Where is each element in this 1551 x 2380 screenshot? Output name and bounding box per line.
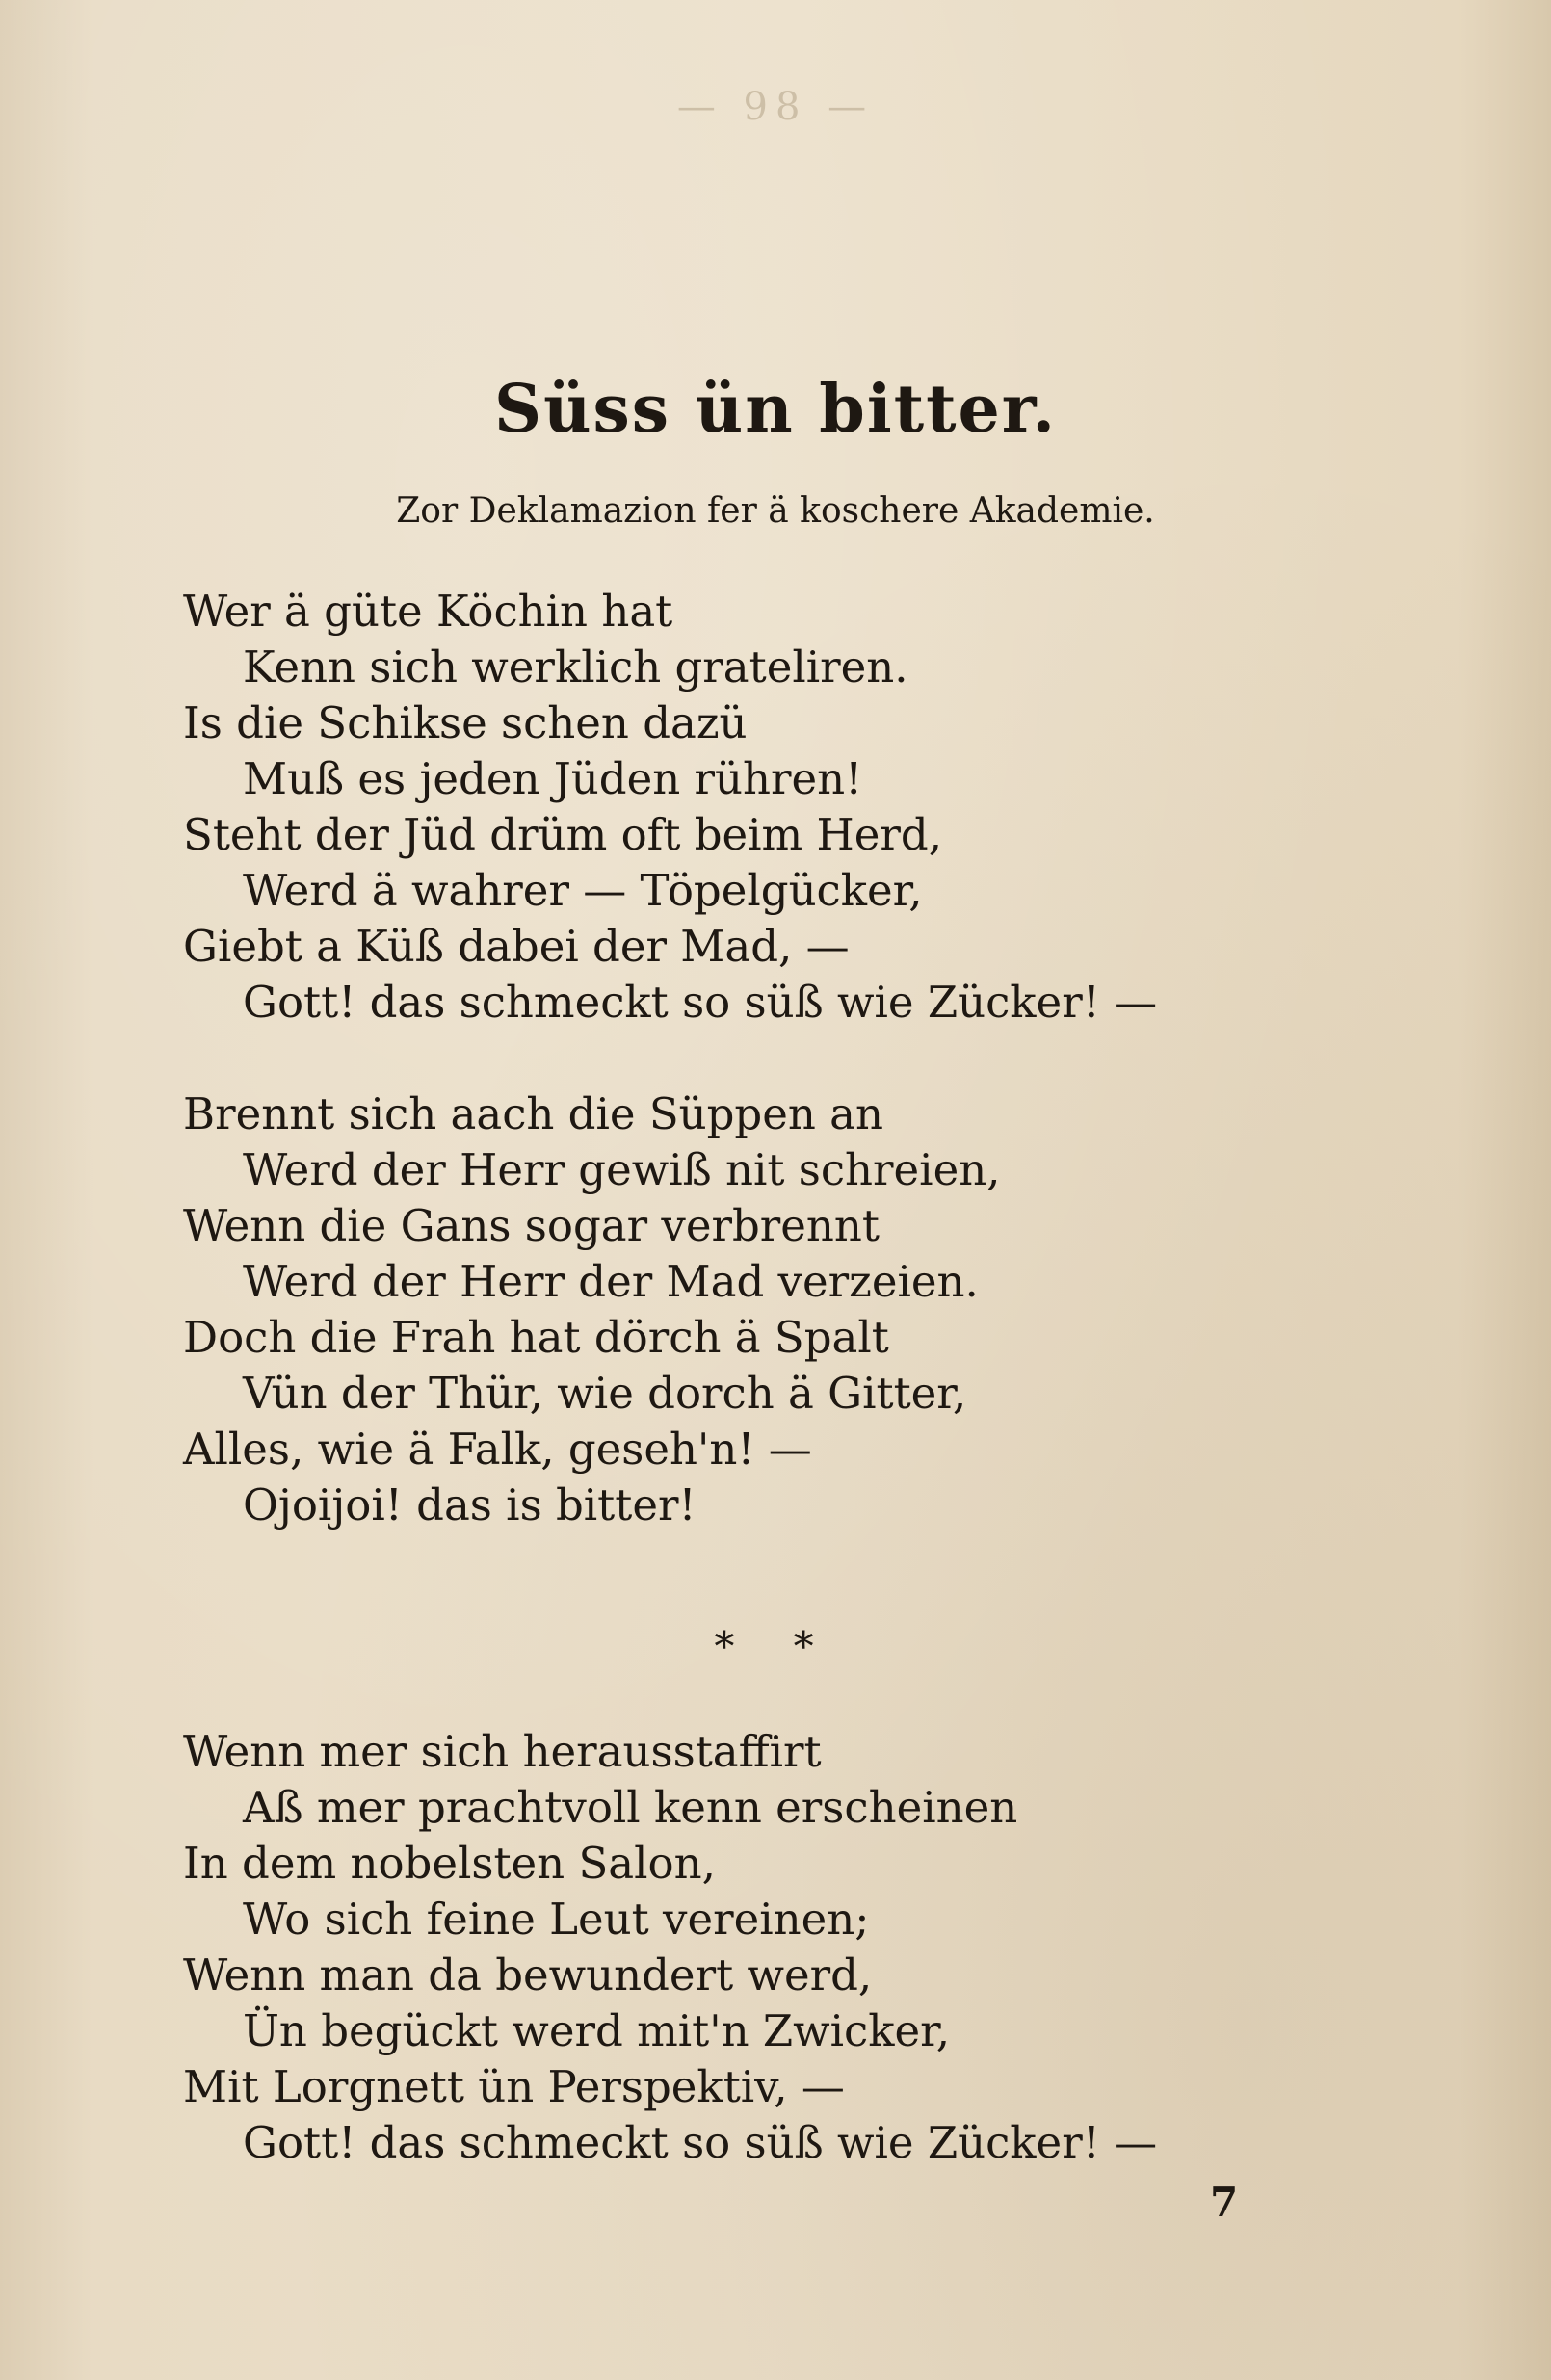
verse-line: Muß es jeden Jüden rühren!	[243, 753, 863, 804]
verse-line: Giebt a Küß dabei der Mad, —	[183, 921, 850, 972]
section-separator: * *	[714, 1623, 837, 1670]
verse-line: Doch die Frah hat dörch ä Spalt	[183, 1312, 889, 1363]
verse-line: Wenn man da bewundert werd,	[183, 1949, 873, 2001]
verse-line: Wenn die Gans sogar verbrennt	[183, 1200, 880, 1251]
verse-line: Ün begückt werd mit'n Zwicker,	[243, 2005, 951, 2056]
page-number: 7	[1210, 2179, 1239, 2226]
poem-title: Süss ün bitter.	[493, 371, 1058, 448]
verse-line: Vün der Thür, wie dorch ä Gitter,	[243, 1368, 967, 1419]
verse-line: Steht der Jüd drüm oft beim Herd,	[183, 809, 943, 860]
verse-line: Werd der Herr gewiß nit schreien,	[243, 1144, 1001, 1195]
verse-line: Kenn sich werklich grateliren.	[243, 641, 908, 693]
verse-line: Werd ä wahrer — Töpelgücker,	[243, 865, 923, 916]
running-head: — 98 —	[676, 85, 875, 129]
verse-line: Gott! das schmeckt so süß wie Zücker! —	[243, 977, 1158, 1028]
verse-line: Wo sich feine Leut vereinen;	[243, 1894, 870, 1945]
verse-line: Wenn mer sich herausstaffirt	[183, 1726, 822, 1777]
verse-line: Is die Schikse schen dazü	[183, 697, 748, 748]
verse-line: Brennt sich aach die Süppen an	[183, 1088, 883, 1139]
verse-line: Ojoijoi! das is bitter!	[243, 1479, 697, 1530]
verse-line: Aß mer prachtvoll kenn erscheinen	[243, 1782, 1018, 1833]
stanza-2	[183, 1086, 1291, 1533]
verse-line: In dem nobelsten Salon,	[183, 1838, 716, 1889]
verse-line: Alles, wie ä Falk, geseh'n! —	[183, 1424, 812, 1475]
verse-line: Werd der Herr der Mad verzeien.	[243, 1256, 979, 1307]
verse-line: Gott! das schmeckt so süß wie Zücker! —	[243, 2117, 1158, 2168]
stanza-3	[183, 1724, 1291, 2171]
poem-subtitle: Zor Deklamazion fer ä koschere Akademie.	[396, 491, 1155, 531]
stanza-1	[183, 584, 1291, 1031]
verse-line: Mit Lorgnett ün Perspektiv, —	[183, 2061, 845, 2112]
verse-line: Wer ä güte Köchin hat	[183, 586, 673, 637]
